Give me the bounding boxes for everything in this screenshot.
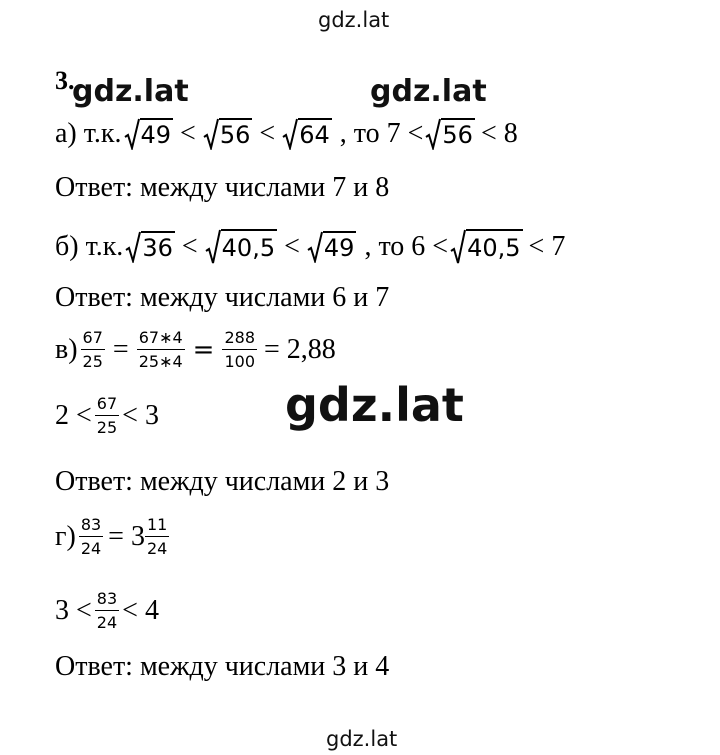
line-a: а) т.к. 49 < 56 < 64 , то 7 < 56 < 8 [55,118,518,149]
answer-g: Ответ: между числами 3 и 4 [55,651,390,682]
fraction-g1: $\frac{83}{24}$ [80,515,102,558]
fraction-g2: $\frac{11}{24}$ [146,515,168,558]
sqrt-a4: 56 [425,118,475,150]
line-g-inequality: 3 < $\frac{83}{24}$ < 4 [55,589,159,632]
answer-b: Ответ: между числами 6 и 7 [55,282,390,313]
fraction-g-ineq: $\frac{83}{24}$ [96,589,118,632]
sqrt-a1: 49 [124,118,174,150]
line-g: г) $\frac{83}{24}$ = 3 $\frac{11}{24}$ [55,515,168,558]
fraction-v1: $\frac{67}{25}$ [82,328,103,371]
sqrt-b1: 36 [125,231,175,263]
watermark-middle: gdz.lat [285,378,464,432]
line-v-inequality: 2 < $\frac{67}{25}$ < 3 [55,394,159,437]
answer-v: Ответ: между числами 2 и 3 [55,466,390,497]
line-v: в) $\frac{67}{25}$ = $\frac{67∗4}{25∗4}$ = $\frac{288}{100}$ = 2,88 [55,328,336,371]
watermark-top: gdz.lat [318,8,390,32]
label-b: б) т.к. [55,231,124,262]
fraction-v3: $\frac{288}{100}$ [224,328,255,371]
fraction-v2: $\frac{67∗4}{25∗4}$ [138,328,183,371]
label-v: в) [55,333,78,365]
answer-a: Ответ: между числами 7 и 8 [55,172,390,203]
line-b: б) т.к. 36 < 40,5 < 49 , то 6 < 40,5 < 7 [55,229,565,265]
sqrt-a3: 64 [282,118,332,150]
watermark-line-right: gdz.lat [370,74,487,109]
sqrt-b3: 49 [307,231,357,263]
sqrt-b4: 40,5 [450,229,522,265]
problem-number: 3. [55,66,75,95]
sqrt-a2: 56 [203,118,253,150]
watermark-bottom: gdz.lat [326,727,398,751]
watermark-line-left: gdz.lat [72,74,189,109]
label-a: а) т.к. [55,118,122,149]
label-g: г) [55,520,76,552]
sqrt-b2: 40,5 [205,229,277,265]
fraction-v-ineq: $\frac{67}{25}$ [96,394,118,437]
